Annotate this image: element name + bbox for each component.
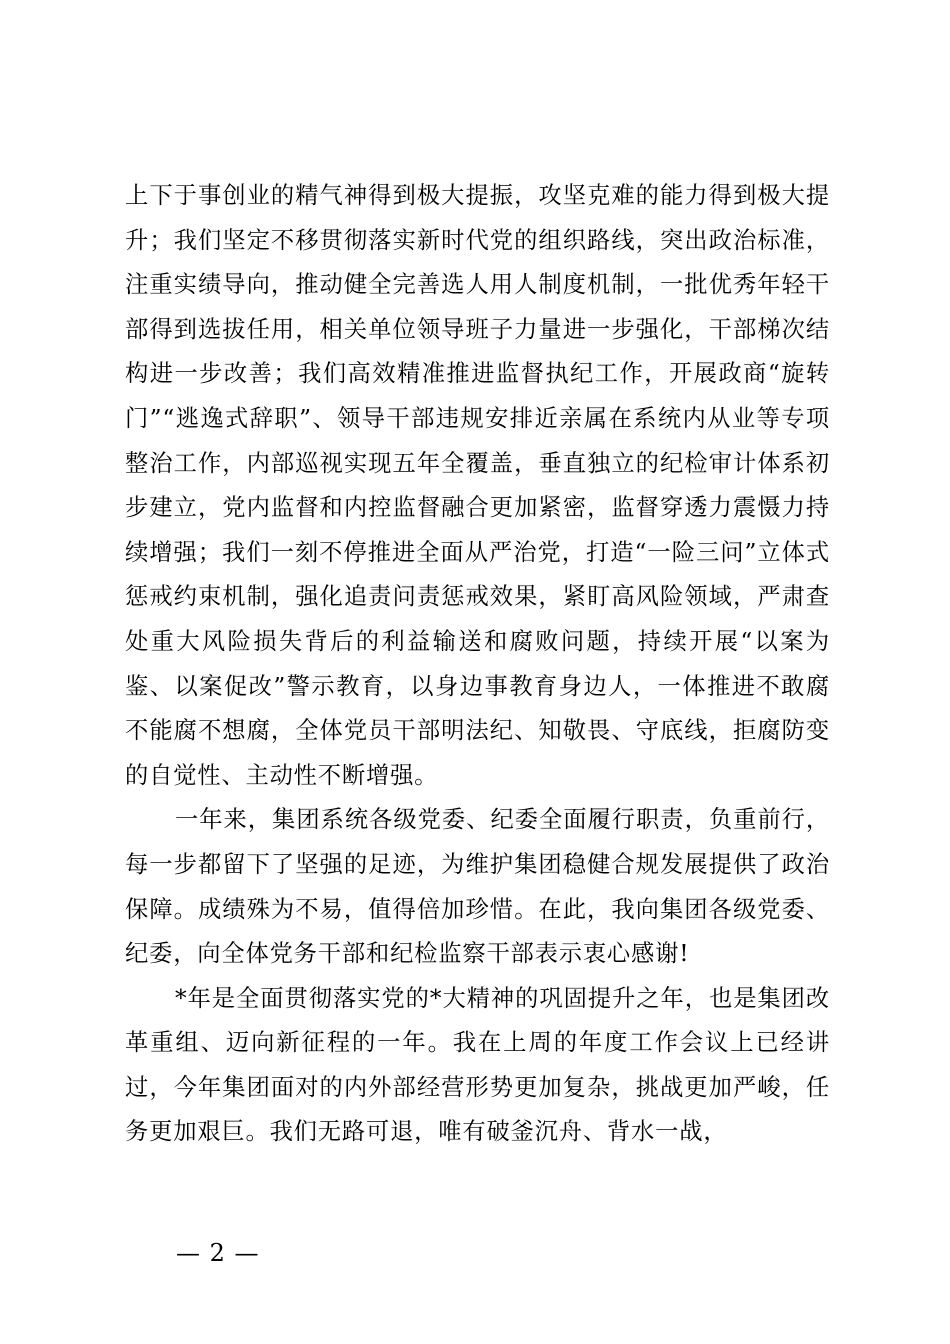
paragraph-continuation: 上下于事创业的精气神得到极大提振，攻坚克难的能力得到极大提升；我们坚定不移贯彻落实新时代党的组织路线，突出政治标准，注重实绩导向，推动健全完善选人用人制度机制，一批优秀年轻干部得到选拔任用，相关单位领导班子力量进一步强化，干部梯次结构进一步改善；我们高效精准推进监督执纪工作，开展政商“旋转门”“逃逸式辞职”、领导干部违规安排近亲属在系统内从业等专项整治工作，内部巡视实现五年全覆盖，垂直独立的纪检审计体系初步建立，党内监督和内控监督融合更加紧密，监督穿透力震慑力持续增强；我们一刻不停推进全面从严治党，打造“一险三问”立体式惩戒约束机制，强化追责问责惩戒效果，紧盯高风险领域，严肃查处重大风险损失背后的利益输送和腐败问题，持续开展“以案为鉴、以案促改”警示教育，以身边事教育身边人，一体推进不敢腐不能腐不想腐，全体党员干部明法纪、知敬畏、守底线，拒腐防变的自觉性、主动性不断增强。 [125,182,830,789]
paragraph-new-year: *年是全面贯彻落实党的*大精神的巩固提升之年，也是集团改革重组、迈向新征程的一年。我在上周的年度工作会议上已经讲过，今年集团面对的内外部经营形势更加复杂，挑战更加严峻，任务更加艰巨。我们无路可退，唯有破釜沉舟、背水一战， [125,984,830,1146]
paragraph-thanks: 一年来，集团系统各级党委、纪委全面履行职责，负重前行，每一步都留下了坚强的足迹，为维护集团稳健合规发展提供了政治保障。成绩殊为不易，值得倍加珍惜。在此，我向集团各级党委、纪委，向全体党务干部和纪检监察干部表示衷心感谢! [125,806,830,968]
body-text [125,174,830,1155]
page-number: — 2 — [176,1239,260,1267]
